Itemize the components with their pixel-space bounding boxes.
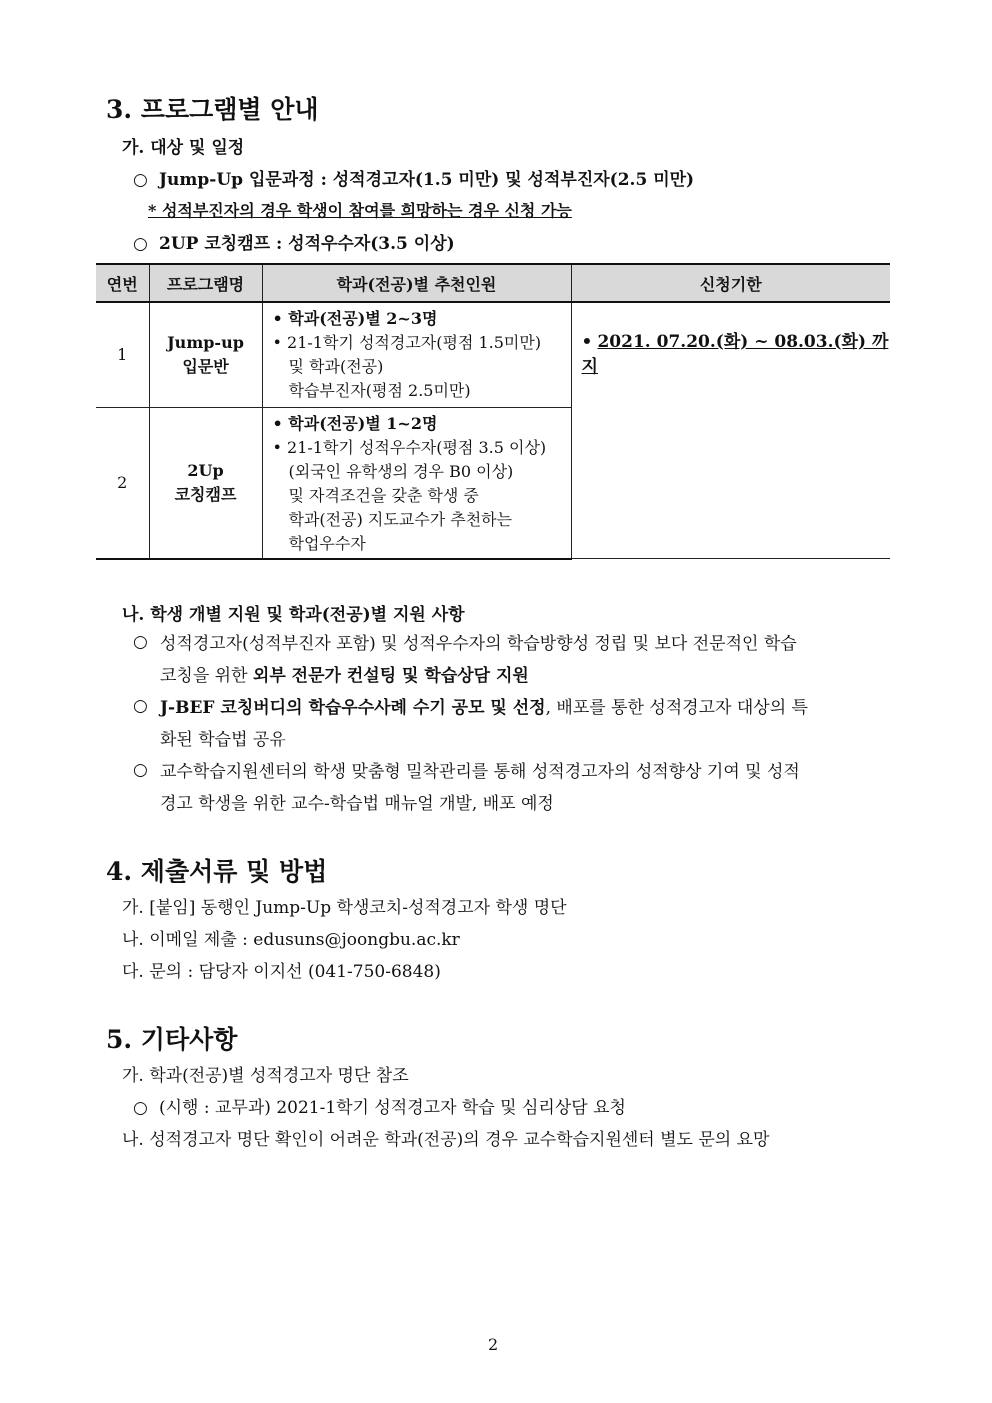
section-4-title: 4. 제출서류 및 방법: [106, 857, 328, 886]
circle-bullet-icon: ○: [133, 170, 148, 190]
program-name-line: Jump-up: [167, 332, 244, 352]
recommend-line: 및 학과(전공): [288, 357, 384, 376]
deadline-text: 2021. 07.20.(화) ~ 08.03.(화) 까지: [581, 331, 889, 377]
row-program: [149, 302, 262, 407]
s3-paragraph-2: [160, 692, 900, 756]
row-num: 1: [96, 302, 149, 407]
section-3-title: 3. 프로그램별 안내: [106, 95, 319, 124]
p2-bold: J-BEF 코칭버디의 학습우수사례 수기 공모 및 선정: [160, 698, 546, 718]
program-name-line: 입문반: [182, 356, 229, 376]
recommend-line: 학업우수자: [288, 533, 366, 553]
recommend-line: • 21-1학기 성적경고자(평점 1.5미만): [272, 333, 542, 352]
s5-ga-sub-text: (시행 : 교무과) 2021-1학기 성적경고자 학습 및 심리상담 요청: [159, 1098, 626, 1118]
deadline-cell: [571, 302, 890, 559]
recommend-line: • 학과(전공)별 1~2명: [272, 413, 438, 433]
recommend-line: 학과(전공) 지도교수가 추천하는: [288, 509, 513, 529]
section-5-title: 5. 기타사항: [106, 1025, 238, 1054]
s5-ga: 가. 학과(전공)별 성적경고자 명단 참조: [122, 1066, 409, 1086]
row-recommend: [262, 302, 571, 407]
circle-bullet-icon: ○: [133, 760, 148, 780]
recommend-line: (외국인 유학생의 경우 B0 이상): [288, 461, 514, 481]
row-program: [149, 407, 262, 559]
deadline-bullet: •: [581, 331, 593, 352]
s3-paragraph-3: [160, 756, 900, 820]
p2-text: , 배포를 통한 성적경고자 대상의 특: [545, 698, 808, 718]
recommend-line: • 학과(전공)별 2~3명: [272, 309, 438, 328]
row-num: 2: [96, 407, 149, 559]
p1-text: 성적경고자(성적부진자 포함) 및 성적우수자의 학습방향성 정립 및 보다 전문적인 학습: [160, 634, 797, 654]
program-name-line: 2Up: [187, 460, 224, 480]
s3-ga-heading: 가. 대상 및 일정: [122, 138, 245, 158]
p1-bold: 외부 전문가 컨설팅 및 학습상담 지원: [252, 666, 529, 686]
row-recommend: [262, 407, 571, 559]
s3-note: * 성적부진자의 경우 학생이 참여를 희망하는 경우 신청 가능: [148, 201, 572, 220]
table-row: [96, 302, 890, 407]
header-num: 연번: [96, 264, 149, 302]
recommend-line: 학습부진자(평점 2.5미만): [288, 381, 471, 400]
circle-bullet-icon: ○: [133, 234, 148, 254]
circle-bullet-icon: ○: [133, 1098, 148, 1118]
header-program: 프로그램명: [149, 264, 262, 302]
p3-text: 교수학습지원센터의 학생 맞춤형 밀착관리를 통해 성적경고자의 성적향상 기여 및 성적: [160, 762, 800, 782]
circle-bullet-icon: ○: [133, 696, 148, 716]
program-table: [96, 263, 890, 560]
header-recommend: 학과(전공)별 추천인원: [262, 264, 571, 302]
s4-da: 다. 문의 : 담당자 이지선 (041-750-6848): [122, 962, 441, 982]
page-number: 2: [488, 1335, 499, 1354]
s3-paragraph-1: [160, 628, 900, 692]
p2-text: 화된 학습법 공유: [160, 730, 286, 750]
s3-bullet-jumpup: [133, 165, 694, 190]
s3-bullet-jumpup-text: Jump-Up 입문과정 : 성적경고자(1.5 미만) 및 성적부진자(2.5 미만): [159, 170, 695, 190]
p3-text: 경고 학생을 위한 교수-학습법 매뉴얼 개발, 배포 예정: [160, 794, 554, 814]
s4-ga: 가. [붙임] 동행인 Jump-Up 학생코치-성적경고자 학생 명단: [122, 898, 567, 918]
s3-bullet-2up-text: 2UP 코칭캠프 : 성적우수자(3.5 이상): [159, 234, 455, 254]
p1-text: 코칭을 위한: [160, 666, 253, 686]
circle-bullet-icon: ○: [133, 632, 148, 652]
recommend-line: • 21-1학기 성적우수자(평점 3.5 이상): [272, 437, 547, 457]
header-deadline: 신청기한: [571, 264, 890, 302]
program-name-line: 코칭캠프: [174, 484, 237, 504]
s5-na: 나. 성적경고자 명단 확인이 어려운 학과(전공)의 경우 교수학습지원센터 별도 문의 요망: [122, 1130, 770, 1150]
s5-ga-sub: [133, 1093, 626, 1118]
s3-bullet-2up: [133, 229, 455, 254]
recommend-line: 및 자격조건을 갖춘 학생 중: [288, 485, 479, 505]
s4-na: 나. 이메일 제출 : edusuns@joongbu.ac.kr: [122, 930, 460, 950]
s3-na-heading: 나. 학생 개별 지원 및 학과(전공)별 지원 사항: [122, 605, 465, 625]
